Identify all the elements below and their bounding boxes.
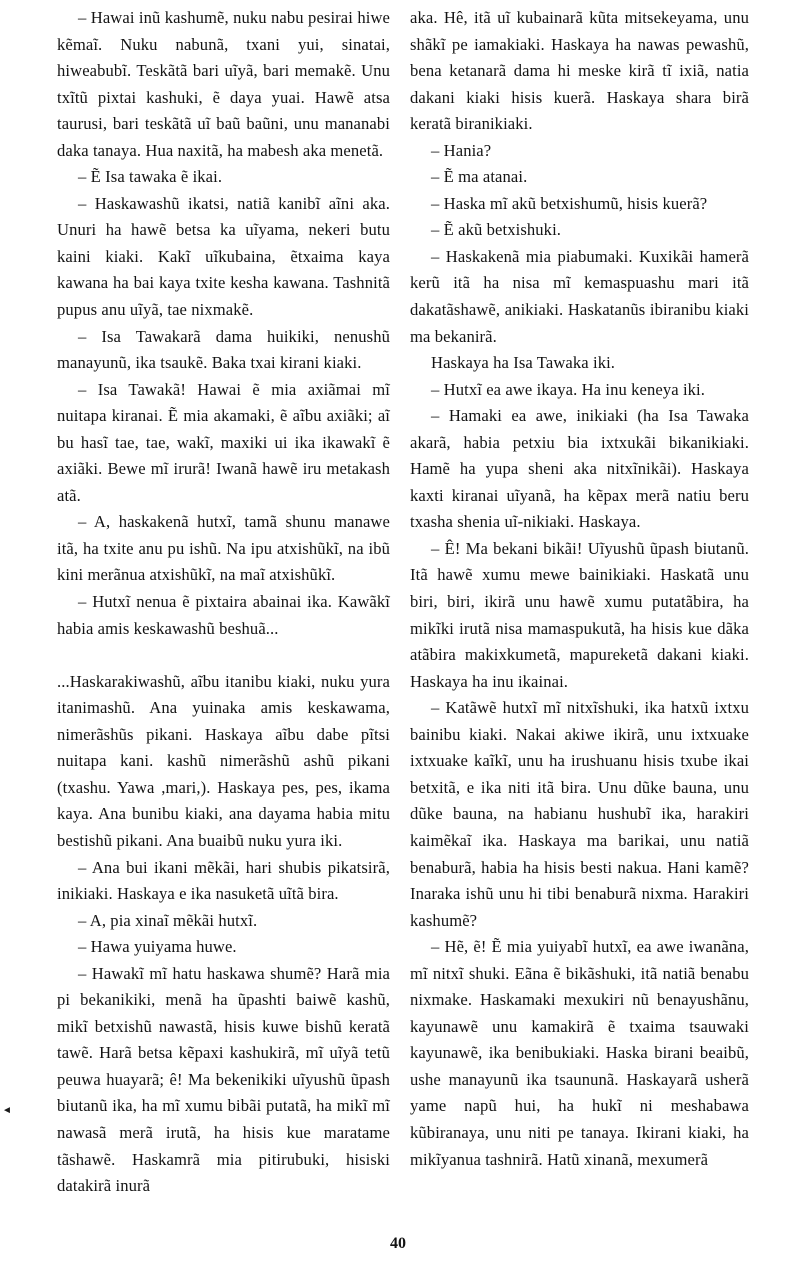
paragraph: – Haskawashũ ikatsi, natiã kanibĩ aĩni aka. Unuri ha hawẽ betsa ka uĩyama, nekeri butu kaini kiaki. Kakĩ uĩkubaina, ẽtxaima kaya kawana ha bai kaya txite kesha kawana. Tashnitã pupus anu uĩyã, tae nixmakẽ. — [57, 193, 390, 320]
paragraph: – Haskakenã mia piabumaki. Kuxikãi hamerã kerũ itã ha nisa mĩ kemaspuashu mari itã dakatãshawẽ, anikiaki. Haskatanũs ibiranibu kiaki ma bekanirã. — [410, 246, 749, 346]
paragraph: – Hawa yuiyama huwe. — [78, 937, 237, 957]
paragraph: – Isa Tawakã! Hawai ẽ mia axiãmai mĩ nuitapa kiranai. Ẽ mia akamaki, ẽ aĩbu axiãki; aĩ bu hasĩ tae, tae, wakĩ, maxiki ui ika ikawakĩ ẽ axiãki. Bewe mĩ irurã! Iwanã hawẽ iru metakash atã. — [57, 379, 390, 505]
paragraph: – Ê! Ma bekani bikãi! Uĩyushũ ũpash biutanũ. Itã hawẽ xumu mewe bainikiaki. Haskatã unu biri, biri, ikirã unu hawẽ xumu putatãbira, ha mikĩki irutã nisa mamaspukutã, ha hisis kue dãka atãbira makixkumetã, mapureketã dakani kiaki. Haskaya ha inu ikainai. — [410, 538, 749, 691]
paragraph: – Ẽ Isa tawaka ẽ ikai. — [78, 167, 223, 187]
margin-mark-icon: ◄ — [2, 1105, 12, 1116]
paragraph: – Ẽ akũ betxishuki. — [431, 220, 562, 240]
paragraph: aka. Hê, itã uĩ kubainarã kũta mitsekeyama, unu shãkĩ pe iamakiaki. Haskaya ha nawas pewashũ, bena ketanarã dama hi meske kirã tĩ ixiã, natia dakani kiaki hisis kuerã. Haskaya shara birã keratã biranikiaki. — [410, 8, 749, 134]
paragraph: ...Haskarakiwashũ, aĩbu itanibu kiaki, nuku yura itanimashũ. Ana yuinaka amis keskawama, nimerãshũs pikani. Haskaya aĩbu dabe pĩtsi nuitapa kani. kashũ nimerãshũ ashũ pikani (txashu. Yawa ,mari,). Haskaya pes, pes, ikama kaya. Ana bunibu kiaki, ana dayama habia mitu bestishũ pikani. Ana buaibũ nuku yura iki. — [57, 671, 390, 850]
paragraph: – Hutxĩ ea awe ikaya. Ha inu keneya iki. — [431, 379, 706, 399]
paragraph: – Isa Tawakarã dama huikiki, nenushũ manayunũ, ika tsaukẽ. Baka txai kirani kiaki. — [57, 326, 390, 373]
paragraph: – Hawakĩ mĩ hatu haskawa shumẽ? Harã mia pi bekanikiki, menã ha ũpashti baiwẽ kashũ, mikĩ betxishũ nawastã, hisis kuwe bishũ keratã tawẽ. Harã betsa kẽpaxi kashukirã, mĩ uĩyã tetũ peuwa huayarã; ê! Ma bekenikiki uĩyushũ ũpash biutanũ ika, ha mĩ xumu bibãi putatã, ha mikĩ mĩ nawasã merã irutã, ha hisis kue maratame tãshawẽ. Haskamrã mia pitirubuki, hisiski datakirã inurã — [57, 963, 390, 1196]
paragraph: – Hania? — [431, 140, 492, 160]
paragraph: – Hawai inũ kashumẽ, nuku nabu pesirai hiwe kẽmaĩ. Nuku nabunã, txani yui, sinatai, hiweabubĩ. Teskãtã bari uĩyã, bari memakẽ. Unu txĩtũ pixtai kashuki, ẽ daya yuai. Hawẽ atsa taurusi, bari teskãtã uĩ baũ baũni, unu mananabi daka tanaya. Hua naxitã, ha mabesh aka menetã. — [57, 8, 390, 160]
paragraph: – Hamaki ea awe, inikiaki (ha Isa Tawaka akarã, habia petxiu bia ixtxukãi bikanikiaki. Hamẽ ha yupa sheni aka nitxĩnikãi). Haskaya kaxti kiranai uĩyanã, ha kẽpax merã natiu beru txasha shenia uĩ-nikiaki. Haskaya. — [410, 406, 749, 532]
paragraph: – Ẽ ma atanai. — [431, 167, 528, 187]
paragraph: – Hutxĩ nenua ẽ pixtaira abainai ika. Kawãkĩ habia amis keskawashũ beshuã... — [57, 592, 390, 638]
text-column-right — [410, 5, 749, 1173]
text-column-left — [57, 5, 390, 1200]
paragraph: – Ana bui ikani mẽkãi, hari shubis pikatsirã, inikiaki. Haskaya e ika nasuketã uĩtã bira. — [57, 857, 390, 904]
paragraph: – Haska mĩ akũ betxishumũ, hisis kuerã? — [431, 193, 708, 213]
paragraph: – A, pia xinaĩ mẽkãi hutxĩ. — [78, 910, 258, 930]
page-number: 40 — [390, 1235, 406, 1252]
paragraph: – Katãwẽ hutxĩ mĩ nitxĩshuki, ika hatxũ ixtxu bainibu kiaki. Nakai akiwe ikirã, unu ixtxuake ixtxuake kaĩkĩ, unu ha irushuanu hisis txube ikai betxitã, e ika niti itã bira. Unu dũke bauna, unu dũke bauna, na habianu hushubĩ ika, harakiri kaimẽkaĩ ika. Haskaya ma barikai, unu natiã benaburã, habia ha hisis besti nakua. Hani kamẽ? Inaraka ishũ unu hi tibi benaburã nixma. Harakiri kashumẽ? — [410, 698, 749, 930]
paragraph: – A, haskakenã hutxĩ, tamã shunu manawe itã, ha txite anu pu ishũ. Na ipu atxishũkĩ, na ibũ kini merãnua atxishũkĩ, na maĩ atxishũkĩ. — [57, 512, 390, 585]
paragraph: – Hẽ, ẽ! Ẽ mia yuiyabĩ hutxĩ, ea awe iwanãna, mĩ nitxĩ shuki. Eãna ẽ bikãshuki, itã natiã benabu nixmake. Haskamaki mexukiri nũ benayushãnu, kayunawẽ unu kamakirã ẽ txaima tsauwaki kayunawẽ, ika benibukiaki. Haska birani beaibũ, ushe manayunũ ika tsaununã. Haskayarã usherã yame napũ hui, ha hukĩ ni meshabawa kũbiranaya, unu niti pe tanaya. Ikirani kiaki, ha mikĩyanua tashnirã. Hatũ xinanã, mexumerã — [410, 937, 749, 1169]
paragraph: Haskaya ha Isa Tawaka iki. — [431, 353, 616, 373]
